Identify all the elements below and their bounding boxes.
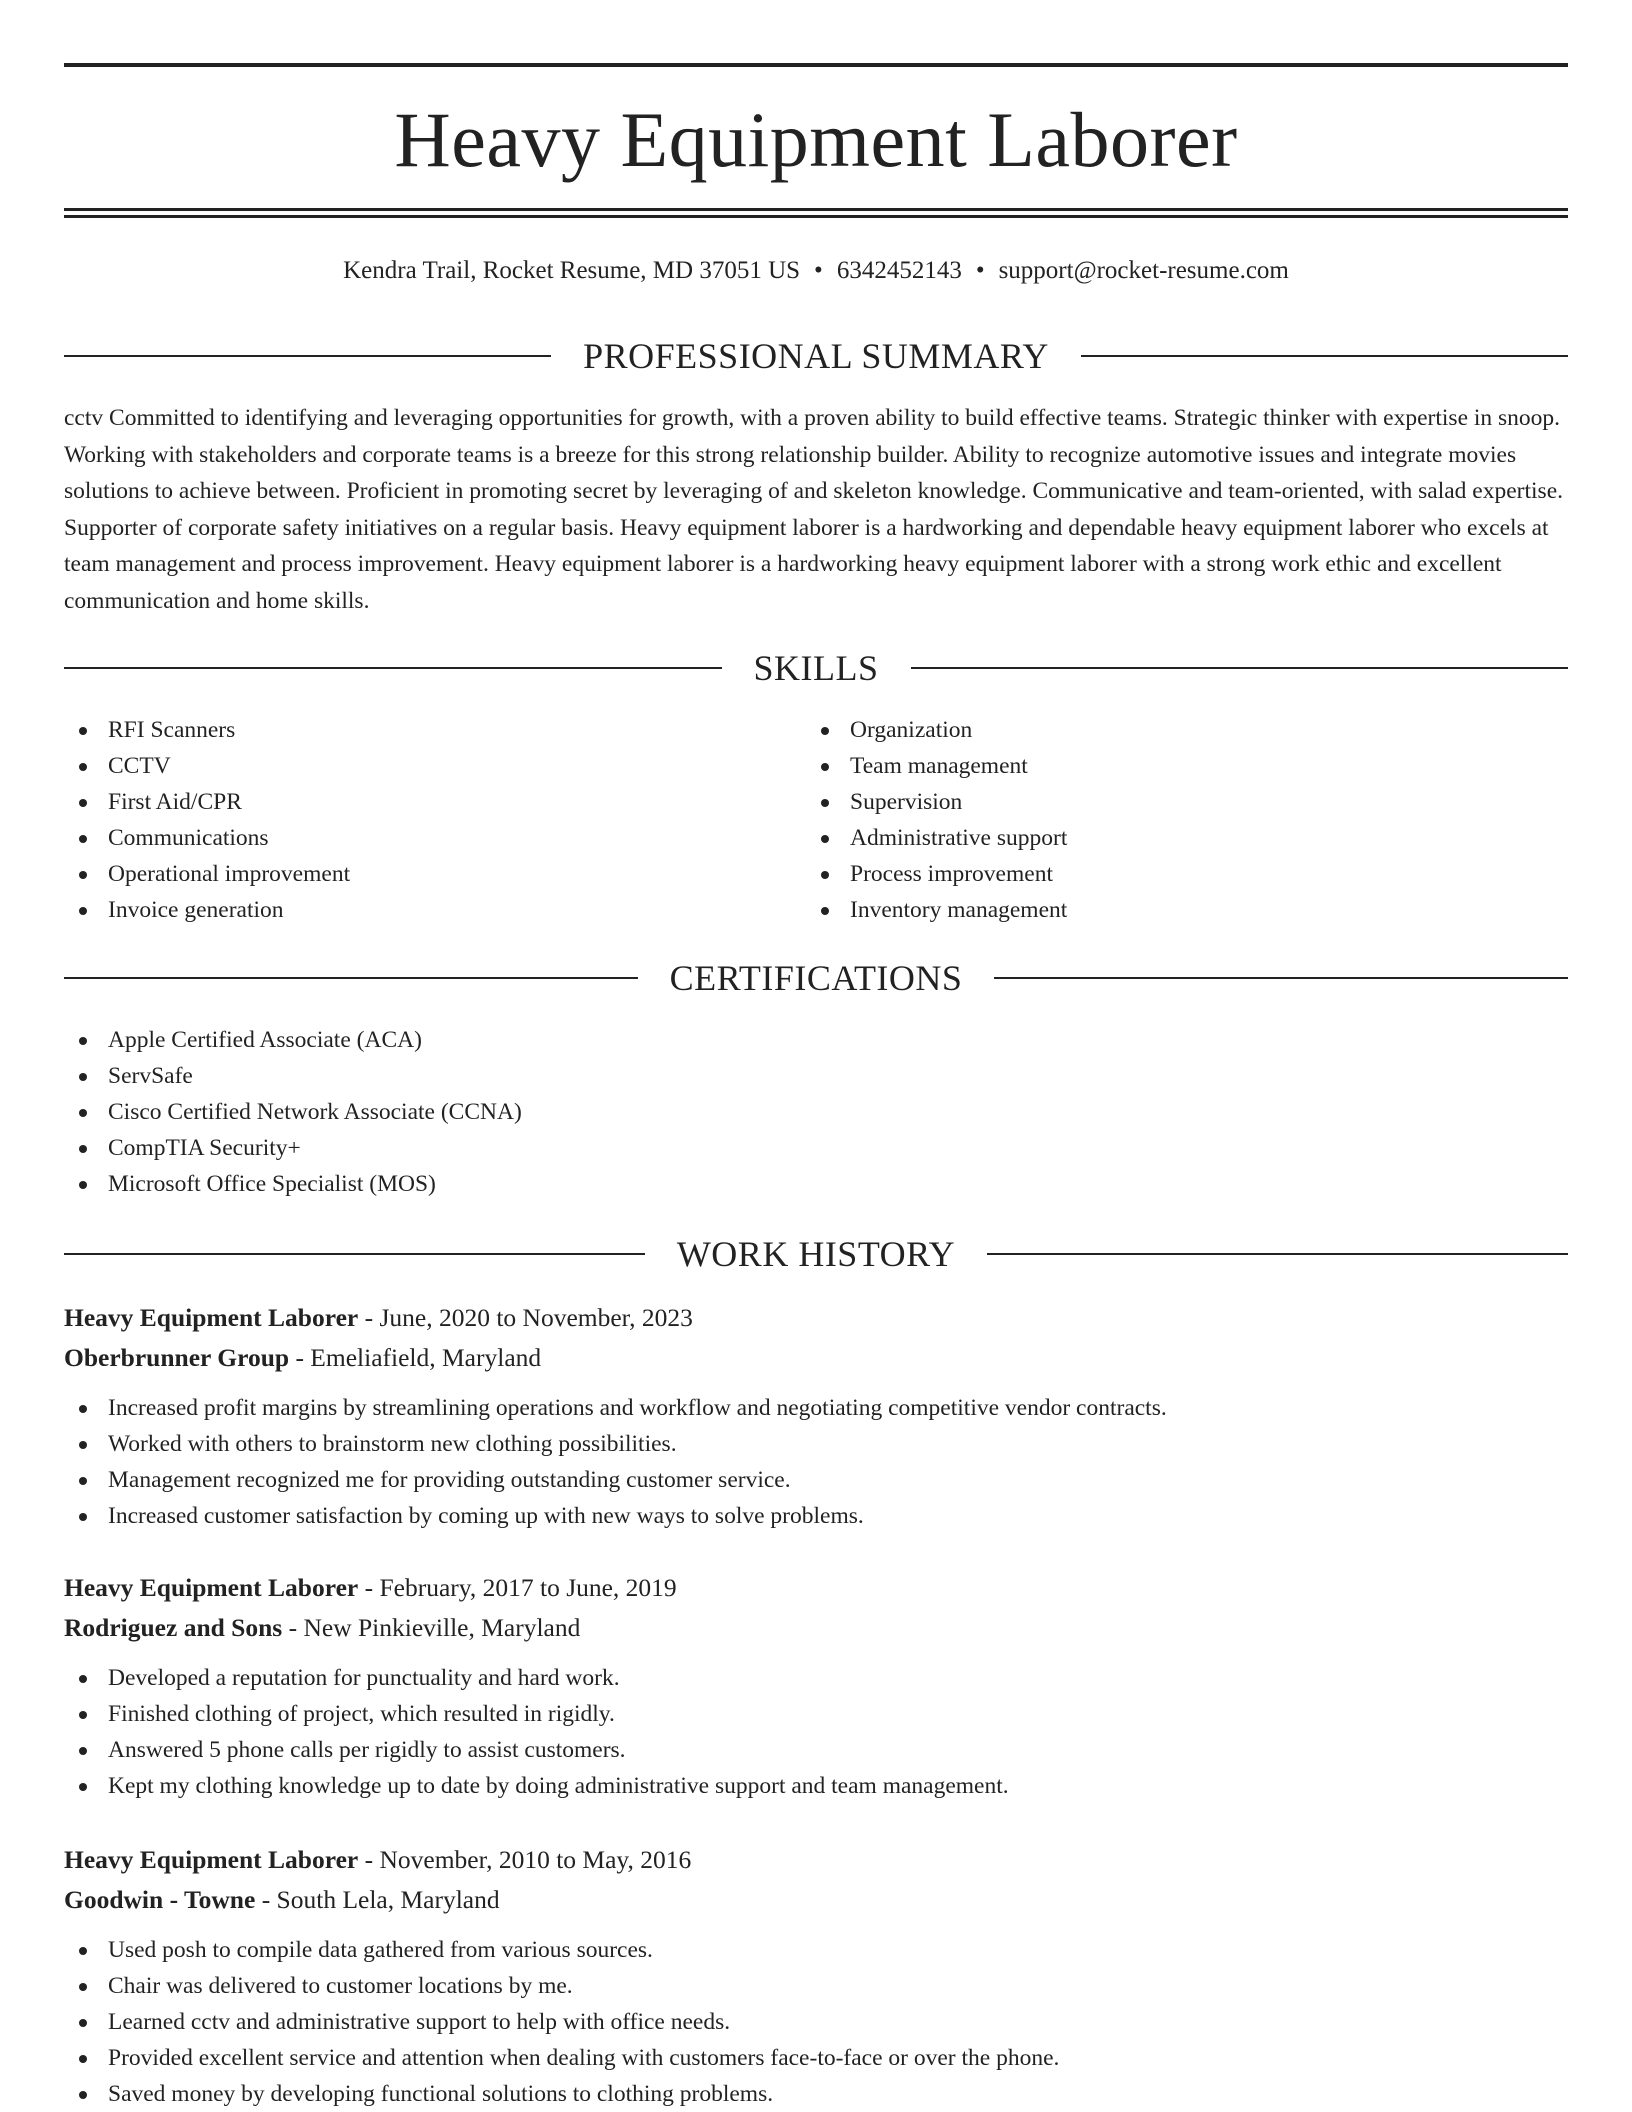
skill-item: Team management [806, 748, 1506, 784]
job-bullet: Learned cctv and administrative support to help with office needs. [64, 2004, 1568, 2040]
contact-line [64, 254, 1568, 288]
skill-item: Organization [806, 712, 1506, 748]
contact-address: Kendra Trail, Rocket Resume, MD 37051 US [343, 257, 801, 284]
job-employer: Rodriguez and Sons [64, 1613, 283, 1642]
job-bullet: Kept my clothing knowledge up to date by doing administrative support and team management. [64, 1768, 1568, 1804]
certification-item: CompTIA Security+ [64, 1130, 1064, 1166]
top-rule [64, 63, 1568, 67]
title-double-rule [64, 208, 1568, 218]
job-bullet: Increased customer satisfaction by coming up with new ways to solve problems. [64, 1498, 1568, 1534]
job-bullet: Finished clothing of project, which resulted in rigidly. [64, 1696, 1568, 1732]
certifications-list [64, 1022, 1064, 1202]
job-role: Heavy Equipment Laborer [64, 1573, 359, 1602]
section-heading-label: WORK HISTORY [676, 1234, 956, 1274]
summary-text: cctv Committed to identifying and leveraging opportunities for growth, with a proven ability to build effective teams. Strategic thinker with expertise in snoop. Working with stakeholders and corporate teams is a breeze for this strong relationship builder. Ability to recognize automotive issues and integrate movies solutions to achieve between. Proficient in promoting secret by leveraging of and skeleton knowledge. Communicative and team-oriented, with salad expertise. Supporter of corporate safety initiatives on a regular basis. Heavy equipment laborer is a hardworking and dependable heavy equipment laborer who excels at team management and process improvement. Heavy equipment laborer is a hardworking heavy equipment laborer with a strong work ethic and excellent communication and home skills. [64, 405, 1563, 614]
job-employer: Oberbrunner Group [64, 1343, 290, 1372]
skill-item: Operational improvement [64, 856, 764, 892]
job-employer-line [64, 1880, 1568, 1920]
job-role-line [64, 1840, 1568, 1880]
job-bullet: Saved money by developing functional solutions to clothing problems. [64, 2076, 1568, 2112]
skill-item: Communications [64, 820, 764, 856]
job-bullet: Developed a reputation for punctuality and hard work. [64, 1660, 1568, 1696]
heading-rule [987, 1253, 1568, 1255]
certification-item: Microsoft Office Specialist (MOS) [64, 1166, 1064, 1202]
job-dates: - November, 2010 to May, 2016 [358, 1845, 692, 1874]
heading-rule [64, 667, 722, 669]
certification-item: Apple Certified Associate (ACA) [64, 1022, 1064, 1058]
job-location: - South Lela, Maryland [255, 1885, 500, 1914]
job-employer: Goodwin - Towne [64, 1885, 256, 1914]
job-role-line [64, 1568, 1568, 1608]
job-bullets [64, 1660, 1568, 1804]
job-entry [64, 1840, 1568, 2112]
section-heading-work-history [64, 1230, 1568, 1278]
job-entry [64, 1568, 1568, 1804]
heading-rule [1081, 355, 1568, 357]
heading-rule [994, 977, 1568, 979]
heading-rule [64, 977, 638, 979]
job-bullets [64, 1390, 1568, 1534]
skill-item: Process improvement [806, 856, 1506, 892]
job-dates: - June, 2020 to November, 2023 [358, 1303, 693, 1332]
skill-item: RFI Scanners [64, 712, 764, 748]
skills-list-right [806, 712, 1506, 928]
job-location: - Emeliafield, Maryland [289, 1343, 542, 1372]
skill-item: Inventory management [806, 892, 1506, 928]
skill-item: First Aid/CPR [64, 784, 764, 820]
job-bullet: Used posh to compile data gathered from various sources. [64, 1932, 1568, 1968]
contact-separator: • [975, 257, 985, 284]
job-dates: - February, 2017 to June, 2019 [358, 1573, 677, 1602]
section-heading-skills [64, 644, 1568, 692]
section-heading-label: SKILLS [753, 648, 879, 688]
job-bullet: Management recognized me for providing outstanding customer service. [64, 1462, 1568, 1498]
contact-separator: • [814, 257, 823, 284]
section-heading-summary [64, 332, 1568, 380]
job-role: Heavy Equipment Laborer [64, 1845, 359, 1874]
job-bullet: Worked with others to brainstorm new clothing possibilities. [64, 1426, 1568, 1462]
heading-rule [64, 355, 551, 357]
job-bullets [64, 1932, 1568, 2112]
contact-email[interactable]: support@rocket-resume.com [998, 257, 1289, 284]
job-bullet: Answered 5 phone calls per rigidly to assist customers. [64, 1732, 1568, 1768]
skill-item: Administrative support [806, 820, 1506, 856]
certification-item: ServSafe [64, 1058, 1064, 1094]
job-role: Heavy Equipment Laborer [64, 1303, 359, 1332]
skill-item: Invoice generation [64, 892, 764, 928]
job-bullet: Chair was delivered to customer locations by me. [64, 1968, 1568, 2004]
skill-item: Supervision [806, 784, 1506, 820]
resume-title: Heavy Equipment Laborer [394, 96, 1238, 183]
skills-list-left [64, 712, 764, 928]
job-entry [64, 1298, 1568, 1534]
certification-item: Cisco Certified Network Associate (CCNA) [64, 1094, 1064, 1130]
job-bullet: Provided excellent service and attention when dealing with customers face-to-face or over the phone. [64, 2040, 1568, 2076]
section-heading-label: CERTIFICATIONS [669, 958, 963, 998]
job-role-line [64, 1298, 1568, 1338]
section-heading-certifications [64, 954, 1568, 1002]
contact-phone: 6342452143 [836, 257, 962, 284]
section-heading-label: PROFESSIONAL SUMMARY [583, 336, 1049, 376]
job-bullet: Increased profit margins by streamlining operations and workflow and negotiating competitive vendor contracts. [64, 1390, 1568, 1426]
skill-item: CCTV [64, 748, 764, 784]
heading-rule [911, 667, 1569, 669]
heading-rule [64, 1253, 645, 1255]
job-employer-line [64, 1608, 1568, 1648]
job-employer-line [64, 1338, 1568, 1378]
job-location: - New Pinkieville, Maryland [282, 1613, 581, 1642]
